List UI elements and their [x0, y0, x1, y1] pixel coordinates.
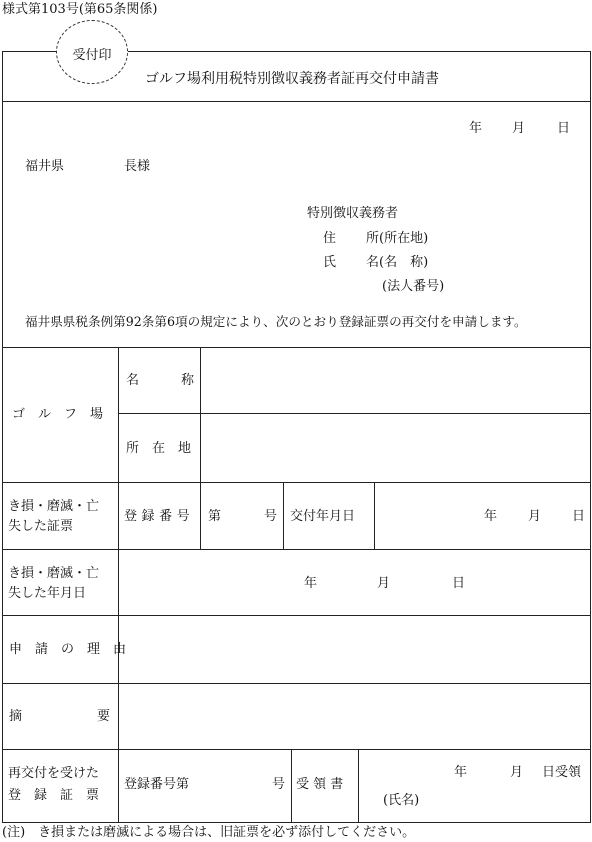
lost-year: 年 [304, 576, 318, 591]
receipt-day: 日受領 [542, 765, 582, 780]
name-label-b: 名(名 称) [366, 255, 429, 270]
course-name-field[interactable] [201, 348, 590, 412]
col-line [200, 482, 201, 549]
golf-course-label: ゴ ル フ 場 [12, 407, 104, 422]
issue-month: 月 [528, 509, 542, 524]
declaration-text: 福井県県税条例第92条第6項の規定により、次のとおり登録証票の再交付を申請します。 [25, 314, 527, 329]
stamp-label: 受付印 [72, 48, 112, 63]
addressee-suffix: 長様 [124, 159, 151, 174]
col-line [374, 482, 375, 549]
footnote: (注) き損または磨滅による場合は、旧証票を必ず添付してください。 [2, 825, 416, 840]
reissued-number-prefix: 登録番号第 [124, 777, 190, 792]
date-day: 日 [557, 121, 571, 136]
address-label-b: 所(所在地) [366, 231, 429, 246]
address-label-a: 住 [323, 231, 337, 246]
name-label-a: 氏 [323, 255, 337, 270]
col-line [283, 482, 284, 549]
issue-day: 日 [572, 509, 586, 524]
location-label: 所 在 地 [126, 441, 192, 456]
application-header-box [2, 51, 591, 348]
row-line [2, 749, 591, 750]
issue-year: 年 [484, 509, 498, 524]
lost-cert-label-line2: 失した証票 [8, 519, 74, 534]
lost-date-label-line1: き損・磨滅・亡 [8, 566, 100, 581]
reissued-label-line1: 再交付を受けた [8, 766, 100, 781]
course-name-label-a: 名 [126, 373, 140, 388]
divider [2, 101, 591, 102]
form-number: 様式第103号(第65条関係) [2, 2, 158, 17]
issue-date-label: 交付年月日 [290, 509, 356, 524]
form-title: ゴルフ場利用税特別徴収義務者証再交付申請書 [145, 71, 439, 87]
addressee-prefecture: 福井県 [25, 159, 65, 174]
remarks-label-a: 摘 [9, 709, 23, 724]
reason-label: 申 請 の 理 由 [9, 642, 127, 657]
remarks-field[interactable] [119, 684, 590, 748]
applicant-heading: 特別徴収義務者 [307, 206, 399, 221]
col-line [118, 347, 119, 823]
reissued-label-line2: 登 録 証 票 [8, 788, 100, 803]
col-line [358, 749, 359, 823]
date-year: 年 [469, 121, 483, 136]
corp-number-label: (法人番号) [382, 279, 445, 294]
remarks-label-b: 要 [97, 709, 111, 724]
reception-stamp [56, 20, 128, 84]
reg-number-label: 登録番号 [124, 509, 195, 524]
col-line [291, 749, 292, 823]
receipt-name-label: (氏名) [383, 793, 420, 808]
course-name-label-b: 称 [181, 373, 195, 388]
location-field[interactable] [201, 414, 590, 481]
receipt-month: 月 [510, 765, 524, 780]
row-line [2, 549, 591, 550]
reason-field[interactable] [119, 616, 590, 682]
lost-day: 日 [452, 576, 466, 591]
date-month: 月 [512, 121, 526, 136]
reissued-number-suffix: 号 [272, 777, 286, 792]
receipt-label: 受 領 書 [296, 777, 344, 792]
receipt-year: 年 [454, 765, 468, 780]
lost-month: 月 [377, 576, 391, 591]
lost-cert-label-line1: き損・磨滅・亡 [8, 499, 100, 514]
row-line [2, 482, 591, 483]
reg-number-suffix: 号 [264, 509, 278, 524]
lost-date-label-line2: 失した年月日 [8, 586, 87, 601]
reg-number-prefix: 第 [208, 509, 222, 524]
